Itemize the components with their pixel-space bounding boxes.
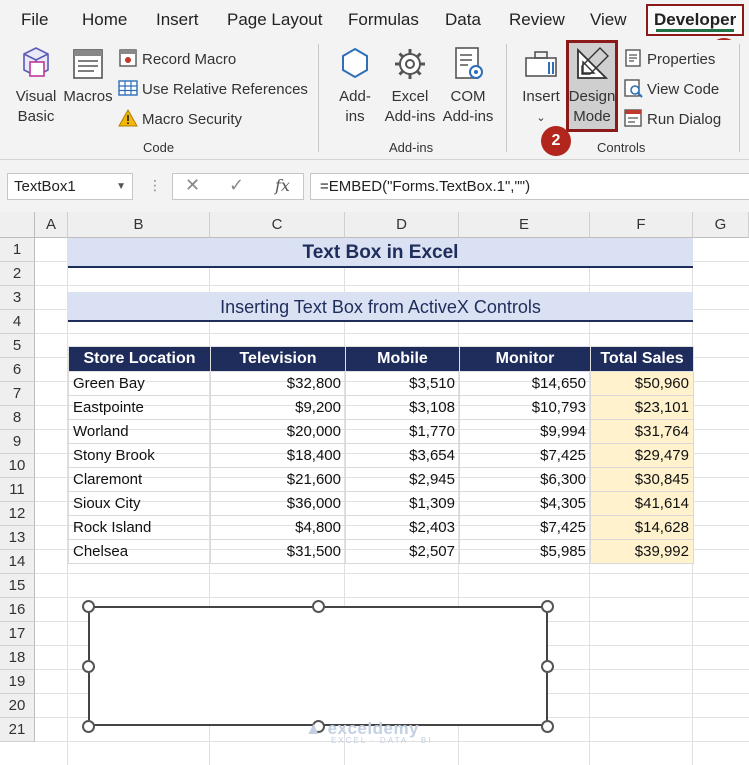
- activex-textbox[interactable]: [88, 606, 548, 726]
- record-macro-label: Record Macro: [142, 51, 237, 68]
- cell-total-sales[interactable]: $50,960: [591, 372, 694, 396]
- use-relative-references-label: Use Relative References: [142, 81, 308, 98]
- resize-handle[interactable]: [312, 600, 325, 613]
- tab-data[interactable]: Data: [445, 10, 481, 29]
- name-box[interactable]: [7, 173, 133, 200]
- group-separator: [506, 44, 507, 152]
- properties-button[interactable]: [623, 48, 715, 70]
- design-mode-label-line1: Design: [568, 88, 616, 105]
- gridline: [35, 333, 749, 334]
- record-macro-button[interactable]: [118, 48, 236, 70]
- sheet-subtitle[interactable]: Inserting Text Box from ActiveX Controls: [68, 292, 693, 322]
- resize-handle[interactable]: [82, 660, 95, 673]
- cell-sales-value[interactable]: $4,305: [460, 492, 591, 516]
- use-relative-references-button[interactable]: [118, 78, 308, 100]
- more-options-icon[interactable]: ⋮: [148, 177, 162, 193]
- visual-basic-label-line1: Visual: [15, 88, 57, 105]
- add-ins-button[interactable]: [332, 44, 378, 127]
- row-header[interactable]: 19: [0, 670, 35, 694]
- cell-total-sales[interactable]: $23,101: [591, 396, 694, 420]
- group-separator: [739, 44, 740, 152]
- run-dialog-button[interactable]: [623, 108, 721, 130]
- column-header-g[interactable]: G: [693, 212, 749, 238]
- cell-sales-value[interactable]: $1,309: [346, 492, 460, 516]
- formula-actions: [172, 173, 304, 200]
- cell-sales-value[interactable]: $32,800: [211, 372, 346, 396]
- record-macro-icon: [118, 48, 138, 68]
- cell-sales-value[interactable]: $9,200: [211, 396, 346, 420]
- tab-formulas[interactable]: Formulas: [348, 10, 419, 29]
- cell-sales-value[interactable]: $2,403: [346, 516, 460, 540]
- row-header[interactable]: 1: [0, 238, 35, 262]
- resize-handle[interactable]: [541, 720, 554, 733]
- column-header-a[interactable]: A: [35, 212, 68, 238]
- cell-sales-value[interactable]: $4,800: [211, 516, 346, 540]
- row-header[interactable]: 8: [0, 406, 35, 430]
- header-monitor[interactable]: Monitor: [460, 347, 591, 372]
- cell-sales-value[interactable]: $7,425: [460, 444, 591, 468]
- macros-icon: [68, 44, 108, 84]
- insert-controls-label: Insert: [522, 88, 560, 105]
- gridline: [35, 597, 749, 598]
- cell-store-location[interactable]: Worland: [69, 420, 211, 444]
- cell-sales-value[interactable]: $3,654: [346, 444, 460, 468]
- row-header[interactable]: 3: [0, 286, 35, 310]
- row-header[interactable]: 12: [0, 502, 35, 526]
- table-row: [69, 540, 694, 564]
- tab-review[interactable]: Review: [509, 10, 565, 29]
- column-header-c[interactable]: C: [210, 212, 345, 238]
- view-code-icon: [623, 78, 643, 98]
- cell-sales-value[interactable]: $3,510: [346, 372, 460, 396]
- table-row: [69, 420, 694, 444]
- row-header[interactable]: 7: [0, 382, 35, 406]
- cell-total-sales[interactable]: $41,614: [591, 492, 694, 516]
- tab-file[interactable]: File: [21, 10, 49, 29]
- run-dialog-label: Run Dialog: [647, 111, 722, 128]
- com-add-ins-label-line1: COM: [450, 88, 486, 105]
- warning-icon: [118, 108, 138, 128]
- insert-controls-button[interactable]: [518, 44, 564, 128]
- name-box-value: TextBox1: [14, 178, 76, 195]
- add-ins-label-line2: ins: [345, 108, 365, 125]
- tab-page-layout[interactable]: Page Layout: [227, 10, 323, 29]
- macros-button[interactable]: [63, 44, 113, 107]
- add-ins-group-label: Add-ins: [389, 140, 434, 155]
- tab-developer[interactable]: Developer: [646, 4, 744, 36]
- cell-total-sales[interactable]: $30,845: [591, 468, 694, 492]
- row-header[interactable]: 6: [0, 358, 35, 382]
- run-dialog-icon: [623, 108, 643, 128]
- sales-table: [68, 346, 694, 564]
- watermark-logo-icon: ▲: [305, 719, 323, 738]
- formula-input[interactable]: =EMBED("Forms.TextBox.1",""): [310, 173, 749, 200]
- resize-handle[interactable]: [541, 660, 554, 673]
- watermark-tagline: EXCEL · DATA · BI: [331, 736, 433, 745]
- cell-total-sales[interactable]: $29,479: [591, 444, 694, 468]
- header-mobile[interactable]: Mobile: [346, 347, 460, 372]
- column-header-d[interactable]: D: [345, 212, 459, 238]
- cell-store-location[interactable]: Eastpointe: [69, 396, 211, 420]
- tab-home[interactable]: Home: [82, 10, 128, 29]
- macro-security-label: Macro Security: [142, 111, 243, 128]
- code-group-label: Code: [143, 140, 175, 155]
- table-row: [69, 492, 694, 516]
- cell-store-location[interactable]: Sioux City: [69, 492, 211, 516]
- row-header[interactable]: 16: [0, 598, 35, 622]
- macros-label: Macros: [63, 88, 113, 105]
- excel-add-ins-label-line1: Excel: [391, 88, 429, 105]
- sheet-title[interactable]: Text Box in Excel: [68, 238, 693, 268]
- tab-view[interactable]: View: [590, 10, 627, 29]
- design-mode-label-line2: Mode: [573, 108, 611, 125]
- properties-icon: [623, 48, 643, 68]
- row-header[interactable]: 9: [0, 430, 35, 454]
- visual-basic-label-line2: Basic: [17, 108, 55, 125]
- resize-handle[interactable]: [82, 720, 95, 733]
- cell-total-sales[interactable]: $31,764: [591, 420, 694, 444]
- insert-function-icon[interactable]: fx: [275, 176, 290, 195]
- row-header[interactable]: 2: [0, 262, 35, 286]
- cell-sales-value[interactable]: $3,108: [346, 396, 460, 420]
- group-separator: [318, 44, 319, 152]
- worksheet-grid[interactable]: [0, 212, 749, 765]
- cell-sales-value[interactable]: $9,994: [460, 420, 591, 444]
- column-header-b[interactable]: B: [68, 212, 210, 238]
- add-ins-label-line1: Add-: [339, 88, 371, 105]
- controls-group-label: Controls: [597, 140, 646, 155]
- view-code-button[interactable]: [623, 78, 719, 100]
- gridline: [35, 573, 749, 574]
- cancel-icon[interactable]: ✕: [185, 175, 201, 195]
- watermark: [305, 719, 432, 745]
- cell-store-location[interactable]: Rock Island: [69, 516, 211, 540]
- com-add-ins-button[interactable]: [440, 44, 496, 127]
- excel-add-ins-button[interactable]: [382, 44, 438, 127]
- cell-total-sales[interactable]: $39,992: [591, 540, 694, 564]
- cell-sales-value[interactable]: $18,400: [211, 444, 346, 468]
- cell-sales-value[interactable]: $1,770: [346, 420, 460, 444]
- resize-handle[interactable]: [82, 600, 95, 613]
- design-mode-button[interactable]: [567, 44, 617, 127]
- com-add-ins-icon: [448, 44, 488, 84]
- row-header[interactable]: 4: [0, 310, 35, 334]
- gridline: [35, 285, 749, 286]
- row-header[interactable]: 17: [0, 622, 35, 646]
- table-row: [69, 444, 694, 468]
- cell-sales-value[interactable]: $36,000: [211, 492, 346, 516]
- cell-sales-value[interactable]: $20,000: [211, 420, 346, 444]
- table-row: [69, 468, 694, 492]
- cell-store-location[interactable]: Green Bay: [69, 372, 211, 396]
- cell-sales-value[interactable]: $2,945: [346, 468, 460, 492]
- cell-store-location[interactable]: Claremont: [69, 468, 211, 492]
- row-header[interactable]: 13: [0, 526, 35, 550]
- com-add-ins-label-line2: Add-ins: [442, 108, 494, 125]
- select-all-corner[interactable]: [0, 212, 35, 238]
- cell-sales-value[interactable]: $5,985: [460, 540, 591, 564]
- row-header[interactable]: 5: [0, 334, 35, 358]
- visual-basic-icon: [16, 44, 56, 84]
- cell-sales-value[interactable]: $2,507: [346, 540, 460, 564]
- resize-handle[interactable]: [541, 600, 554, 613]
- cell-sales-value[interactable]: $14,650: [460, 372, 591, 396]
- row-header[interactable]: 18: [0, 646, 35, 670]
- view-code-label: View Code: [647, 81, 720, 98]
- macro-security-button[interactable]: [118, 108, 242, 130]
- row-header[interactable]: 10: [0, 454, 35, 478]
- relative-references-icon: [118, 78, 138, 98]
- ribbon: [0, 40, 749, 160]
- chevron-down-icon: ⌄: [536, 112, 546, 124]
- properties-label: Properties: [647, 51, 716, 68]
- chevron-down-icon[interactable]: ▼: [116, 181, 126, 192]
- row-header[interactable]: 11: [0, 478, 35, 502]
- toolbox-icon: [521, 44, 561, 84]
- column-header-f[interactable]: F: [590, 212, 693, 238]
- gear-icon: [390, 44, 430, 84]
- table-row: [69, 396, 694, 420]
- ribbon-tabs: [0, 0, 749, 40]
- table-row: [69, 372, 694, 396]
- cell-store-location[interactable]: Chelsea: [69, 540, 211, 564]
- design-mode-icon: [572, 44, 612, 84]
- formula-bar: [0, 160, 749, 212]
- confirm-icon[interactable]: ✓: [229, 175, 245, 195]
- watermark-name: exceldemy: [327, 719, 420, 738]
- tab-insert[interactable]: Insert: [156, 10, 199, 29]
- cell-sales-value[interactable]: $21,600: [211, 468, 346, 492]
- add-ins-icon: [335, 44, 375, 84]
- header-television[interactable]: Television: [211, 347, 346, 372]
- excel-add-ins-label-line2: Add-ins: [384, 108, 436, 125]
- row-header[interactable]: 21: [0, 718, 35, 742]
- header-total-sales[interactable]: Total Sales: [591, 347, 694, 372]
- table-header-row: [69, 347, 694, 372]
- visual-basic-button[interactable]: [12, 44, 60, 127]
- cell-total-sales[interactable]: $14,628: [591, 516, 694, 540]
- cell-sales-value[interactable]: $6,300: [460, 468, 591, 492]
- cell-store-location[interactable]: Stony Brook: [69, 444, 211, 468]
- cell-sales-value[interactable]: $31,500: [211, 540, 346, 564]
- row-header[interactable]: 20: [0, 694, 35, 718]
- row-header[interactable]: 15: [0, 574, 35, 598]
- row-header[interactable]: 14: [0, 550, 35, 574]
- step-marker-2: 2: [541, 126, 571, 156]
- column-header-e[interactable]: E: [459, 212, 590, 238]
- header-store-location[interactable]: Store Location: [69, 347, 211, 372]
- table-row: [69, 516, 694, 540]
- cell-sales-value[interactable]: $10,793: [460, 396, 591, 420]
- cell-sales-value[interactable]: $7,425: [460, 516, 591, 540]
